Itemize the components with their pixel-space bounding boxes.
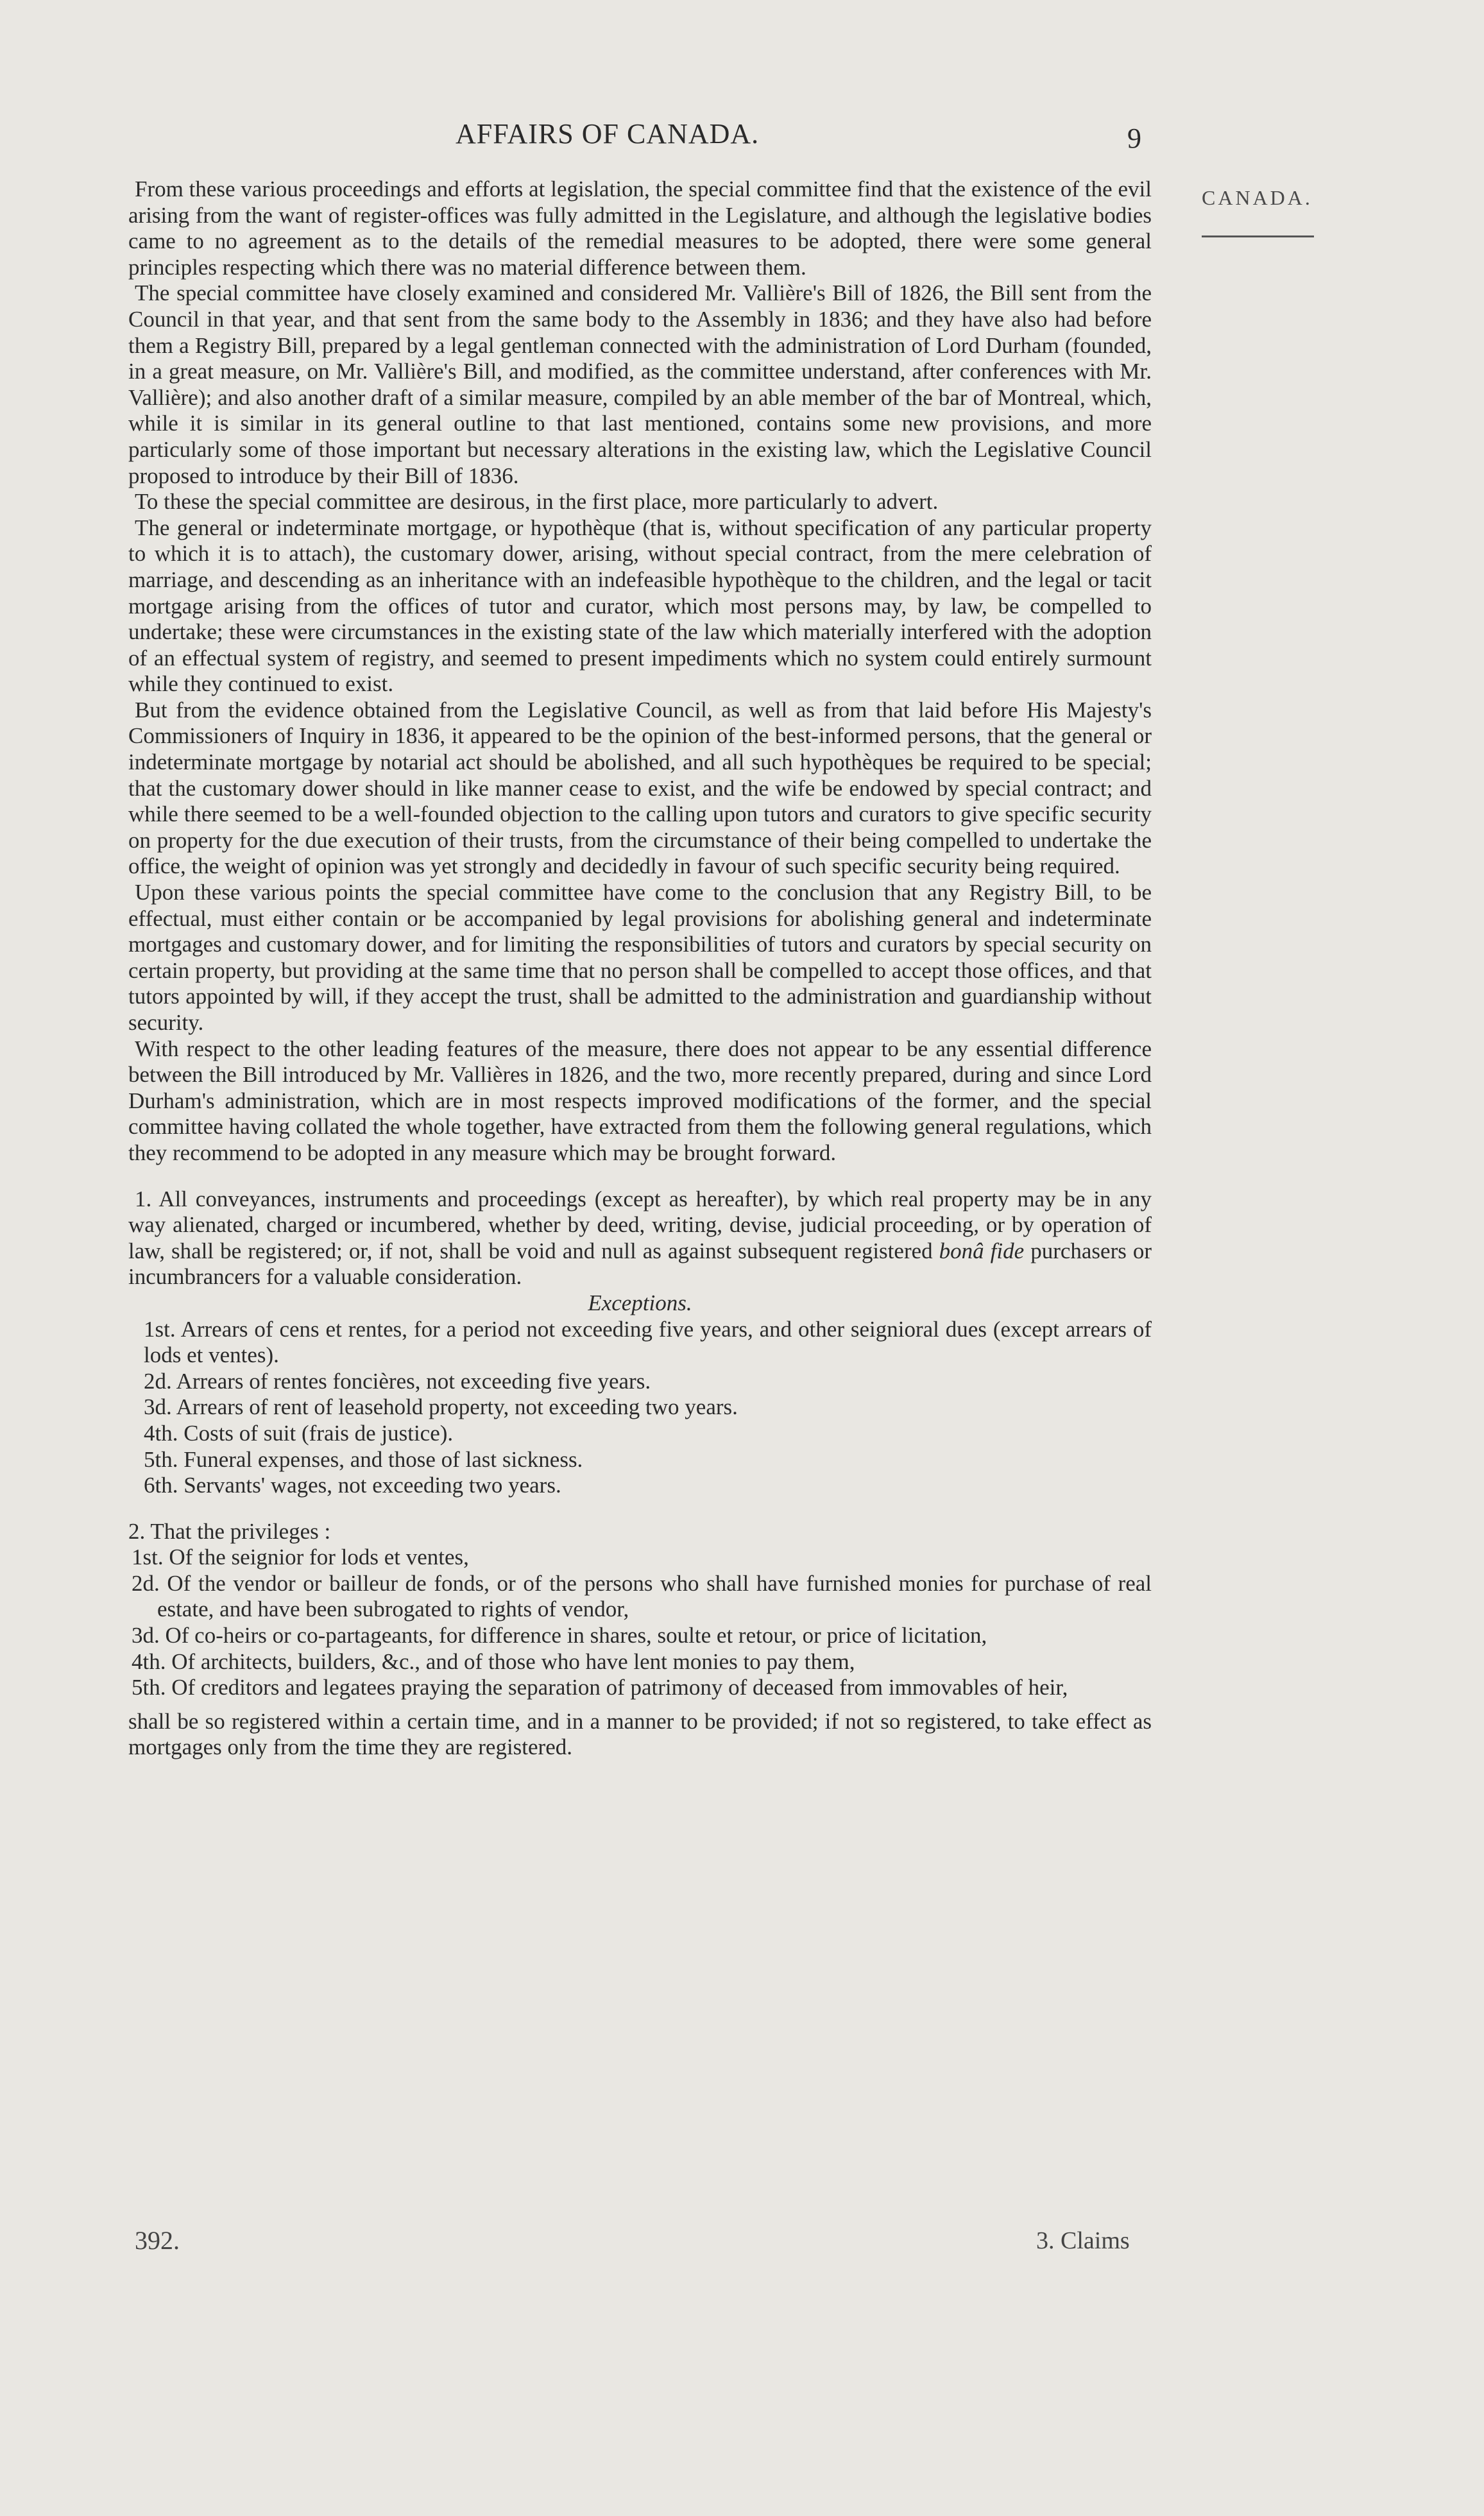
regulation-1-italic: bonâ fide: [939, 1238, 1025, 1263]
regulation-1-text-end: purchasers or incumbrancers for a valuable consideration.: [128, 1238, 1152, 1290]
exceptions-title: Exceptions.: [588, 1290, 692, 1315]
page-number: 9: [1127, 123, 1141, 154]
privilege-item: 4th. Of architects, builders, &c., and of those who have lent monies to pay them,: [132, 1648, 855, 1674]
privilege-item: 5th. Of creditors and legatees praying the separation of patrimony of deceased from immovables of heir,: [132, 1675, 1068, 1700]
sheet-number: 392.: [135, 2226, 180, 2255]
regulation-1: [128, 1186, 1152, 1290]
margin-rule: [1202, 235, 1314, 237]
privileges-list: [132, 1545, 1152, 1701]
paragraph: With respect to the other leading features of the measure, there does not appear to be any essential difference between the Bill introduced by Mr. Vallières in 1826, and the two, more recently prepared, during and since Lord Durham's administration, which are in most respects improved modifications of the former, and the special committee having collated the whole together, have extracted from them the following general regulations, which they recommend to be adopted in any measure which may be brought forward.: [128, 1036, 1152, 1165]
regulation-2-closing: shall be so registered within a certain time, and in a manner to be provided; if not so registered, to take effect as mortgages only from the time they are registered.: [128, 1708, 1152, 1760]
paragraph: Upon these various points the special committee have come to the conclusion that any Registry Bill, to be effectual, must either contain or be accompanied by legal provisions for abolishing general and indeterminate mortgages and customary dower, and for limiting the responsibilities of tutors and curators by special security on certain property, but providing at the same time that no person shall be compelled to accept those offices, and that tutors appointed by will, if they accept the trust, shall be admitted to the administration and guardianship without security.: [128, 880, 1152, 1035]
paragraph: But from the evidence obtained from the Legislative Council, as well as from that laid before His Majesty's Commissioners of Inquiry in 1836, it appeared to be the opinion of the best-informed persons, that the general or indeterminate mortgage by notarial act should be abolished, and all such hypothèques be required to be special; that the customary dower should in like manner cease to exist, and the wife be endowed by special contract; and while there seemed to be a well-founded objection to the calling upon tutors and curators to give specific security on property for the due execution of their trusts, from the circumstance of their being compelled to undertake the office, the weight of opinion was yet strongly and decidedly in favour of such specific security being required.: [128, 697, 1152, 879]
regulation-2-intro: 2. That the privileges :: [128, 1518, 331, 1544]
exception-item: 1st. Arrears of cens et rentes, for a period not exceeding five years, and other seignioral dues (except arrears of lods et ventes).: [144, 1316, 1152, 1368]
margin-note: CANADA.: [1202, 186, 1313, 209]
exception-item: 5th. Funeral expenses, and those of last sickness.: [144, 1446, 583, 1472]
privilege-item: 3d. Of co-heirs or co-partageants, for difference in shares, soulte et retour, or price of licitation,: [132, 1623, 987, 1648]
paragraph: From these various proceedings and efforts at legislation, the special committee find that the existence of the evil arising from the want of register-offices was fully admitted in the Legislature, and although the legislative bodies came to no agreement as to the details of the remedial measures to be adopted, there were some general principles respecting which there was no material difference between them.: [128, 176, 1152, 280]
paragraph: The special committee have closely examined and considered Mr. Vallière's Bill of 1826, the Bill sent from the Council in that year, and that sent from the same body to the Assembly in 1836; and they have also had before them a Registry Bill, prepared by a legal gentleman connected with the administration of Lord Durham (founded, in a great measure, on Mr. Vallière's Bill, and modified, as the committee understand, after conferences with Mr. Vallière); and also another draft of a similar measure, compiled by an able member of the bar of Montreal, which, while it is similar in its general outline to that last mentioned, contains some new provisions, and more particularly some of those important but necessary alterations in the existing law, which the Legislative Council proposed to introduce by their Bill of 1836.: [128, 280, 1152, 488]
catchword: 3. Claims: [1036, 2227, 1130, 2254]
exception-item: 3d. Arrears of rent of leasehold property, not exceeding two years.: [144, 1394, 738, 1420]
paragraph: The general or indeterminate mortgage, or hypothèque (that is, without specification of any particular property to which it is to attach), the customary dower, arising, without special contract, from the mere celebration of marriage, and descending as an inheritance with an indefeasible hypothèque to the children, and the legal or tacit mortgage arising from the offices of tutor and curator, which most persons may, by law, be compelled to undertake; these were circumstances in the existing state of the law which materially interfered with the adoption of an effectual system of registry, and seemed to present impediments which no system could entirely surmount while they continued to exist.: [128, 515, 1152, 697]
privilege-item: 1st. Of the seignior for lods et ventes,: [132, 1545, 469, 1570]
exception-item: 2d. Arrears of rentes foncières, not exceeding five years.: [144, 1368, 651, 1394]
privilege-item: 2d. Of the vendor or bailleur de fonds, or of the persons who shall have furnished monies for purchase of real estate, and have been subrogated to rights of vendor,: [132, 1570, 1152, 1622]
document-body: [128, 176, 1152, 1761]
running-head: AFFAIRS OF CANADA.: [456, 118, 760, 150]
exception-item: 4th. Costs of suit (frais de justice).: [144, 1420, 454, 1446]
exceptions-list: [144, 1317, 1152, 1499]
paragraph: To these the special committee are desirous, in the first place, more particularly to advert.: [135, 489, 939, 515]
exception-item: 6th. Servants' wages, not exceeding two years.: [144, 1473, 561, 1498]
regulation-1-text: 1. All conveyances, instruments and proceedings (except as hereafter), by which real property may be in any way alienated, charged or incumbered, whether by deed, writing, devise, judicial proceeding, or by operation of law, shall be registered; or, if not, shall be void and null as against subsequent registered: [128, 1186, 1152, 1263]
